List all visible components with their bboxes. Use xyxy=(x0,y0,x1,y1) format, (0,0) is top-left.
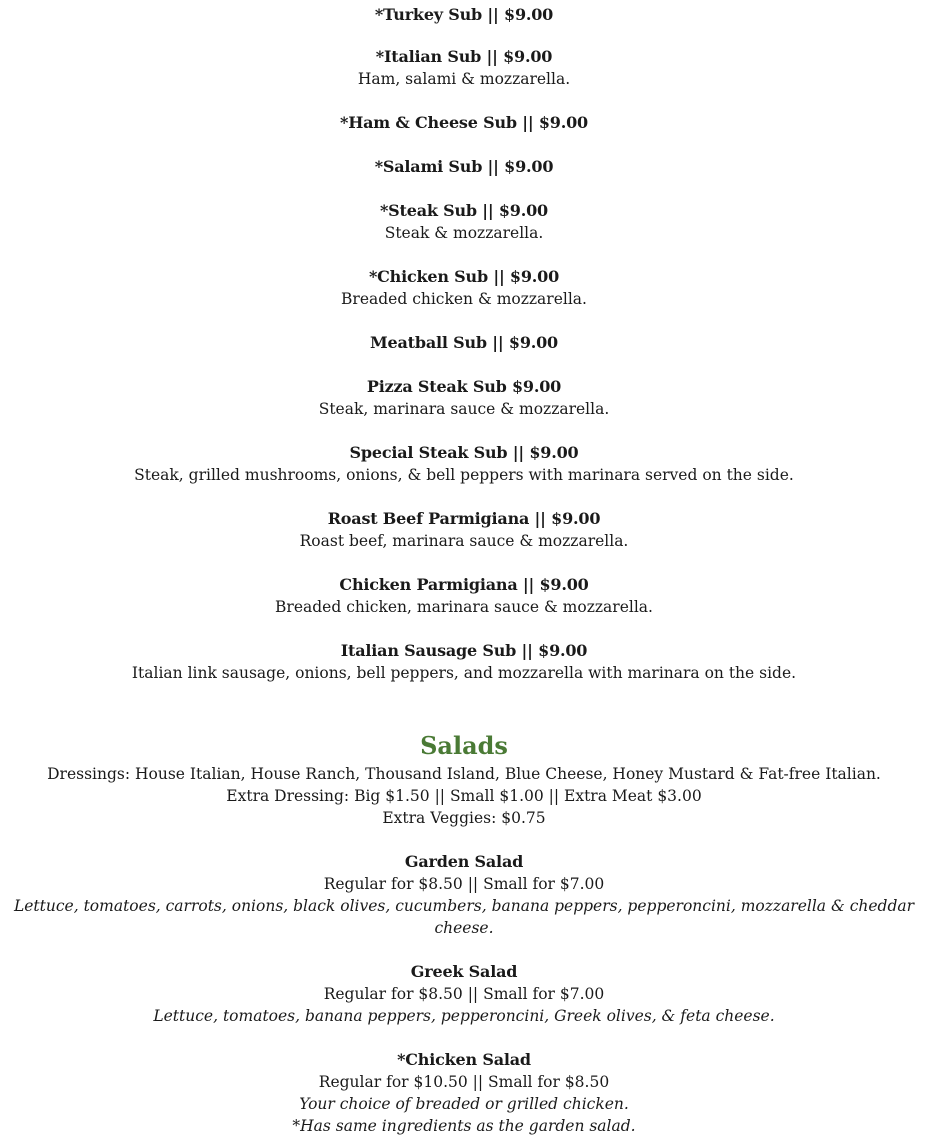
menu-item-title: Special Steak Sub || $9.00 xyxy=(349,443,579,462)
salad-extra-dressing-info: Extra Dressing: Big $1.50 || Small $1.00 || Extra Meat $3.00 xyxy=(226,787,702,805)
menu-item-title: *Steak Sub || $9.00 xyxy=(380,201,548,220)
menu-item-description: Steak, grilled mushrooms, onions, & bell peppers with marinara served on the side. xyxy=(134,466,794,484)
menu-item-description: Roast beef, marinara sauce & mozzarella. xyxy=(299,532,629,550)
salad-note: Lettuce, tomatoes, carrots, onions, black olives, cucumbers, banana peppers, pepperoncini, mozzarella & cheddar xyxy=(13,897,915,915)
salad-note: Lettuce, tomatoes, banana peppers, pepperoncini, Greek olives, & feta cheese. xyxy=(153,1007,775,1025)
menu-item-title: *Ham & Cheese Sub || $9.00 xyxy=(340,113,588,132)
section-heading-salads: Salads xyxy=(420,731,508,760)
menu-item-title: Italian Sausage Sub || $9.00 xyxy=(340,641,588,660)
salad-extra-veggies-info: Extra Veggies: $0.75 xyxy=(382,809,546,827)
menu-item-title: Roast Beef Parmigiana || $9.00 xyxy=(327,509,601,528)
menu-item-title: *Chicken Sub || $9.00 xyxy=(368,267,560,286)
menu-item-description: Italian link sausage, onions, bell peppers, and mozzarella with marinara on the side. xyxy=(131,664,797,682)
salad-title: Garden Salad xyxy=(404,852,524,871)
menu-item-description: Ham, salami & mozzarella. xyxy=(357,70,571,88)
menu-item-description: Breaded chicken, marinara sauce & mozzarella. xyxy=(275,598,653,616)
menu-item-description: Breaded chicken & mozzarella. xyxy=(341,290,587,308)
menu-item-title: *Salami Sub || $9.00 xyxy=(374,157,554,176)
salad-price: Regular for $10.50 || Small for $8.50 xyxy=(318,1073,610,1091)
menu-item-description: Steak & mozzarella. xyxy=(384,224,544,242)
menu-item-title: *Turkey Sub || $9.00 xyxy=(374,5,554,24)
salad-note: cheese. xyxy=(434,919,494,937)
menu-item-title: Meatball Sub || $9.00 xyxy=(370,333,558,352)
salad-price: Regular for $8.50 || Small for $7.00 xyxy=(323,985,605,1003)
salad-price: Regular for $8.50 || Small for $7.00 xyxy=(323,875,605,893)
menu-item-description: Steak, marinara sauce & mozzarella. xyxy=(318,400,610,418)
salad-dressings-info: Dressings: House Italian, House Ranch, Thousand Island, Blue Cheese, Honey Mustard & Fat-free Italian. xyxy=(47,765,881,783)
menu-item-title: Pizza Steak Sub $9.00 xyxy=(366,377,562,396)
menu-item-title: Chicken Parmigiana || $9.00 xyxy=(339,575,589,594)
salad-title: *Chicken Salad xyxy=(397,1050,531,1069)
salad-title: Greek Salad xyxy=(410,962,518,981)
salad-note: *Has same ingredients as the garden salad. xyxy=(292,1117,636,1135)
salad-note: Your choice of breaded or grilled chicken. xyxy=(299,1095,629,1113)
menu-item-title: *Italian Sub || $9.00 xyxy=(375,47,553,66)
